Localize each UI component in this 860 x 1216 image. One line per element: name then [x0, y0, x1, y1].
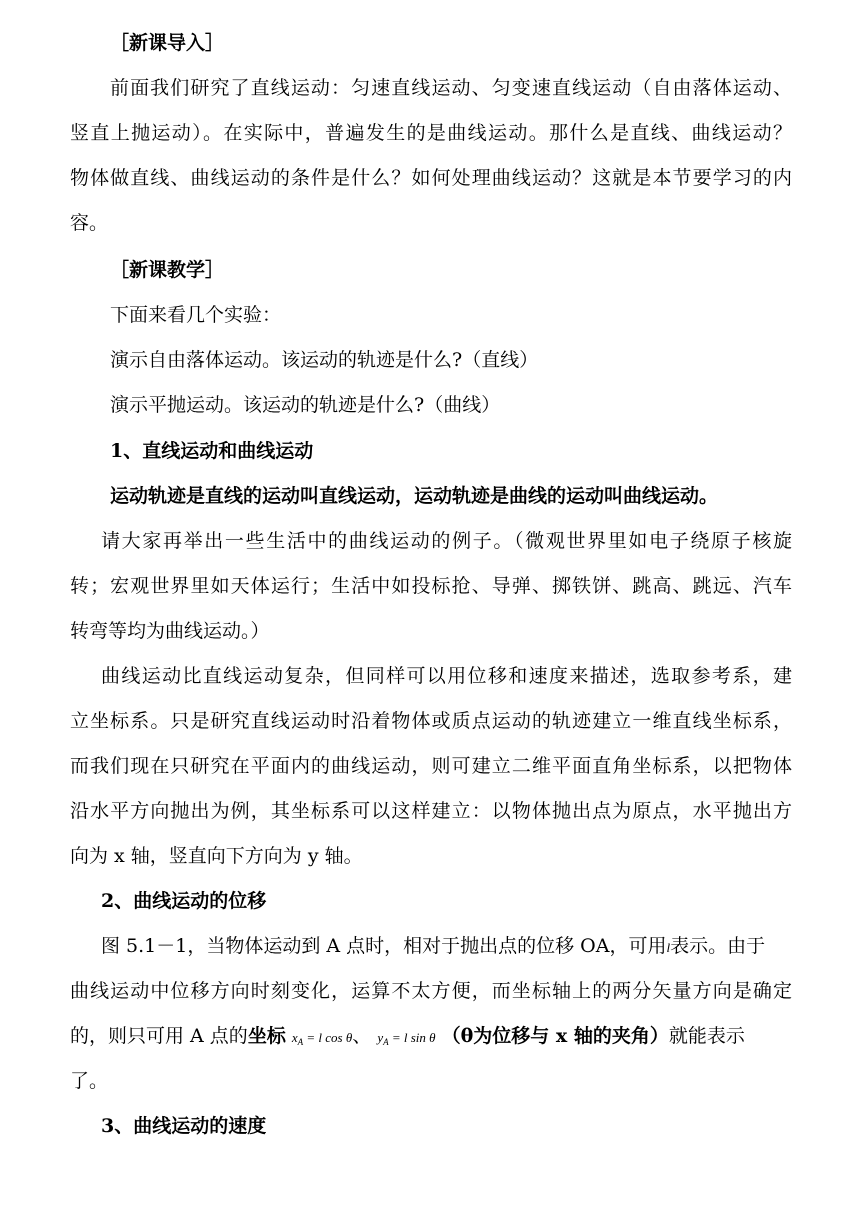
paragraph-line: 容。	[70, 212, 109, 234]
formula-y-var: y	[377, 1030, 384, 1045]
angle-note: （θ为位移与 x 轴的夹角）	[441, 1025, 669, 1047]
paragraph-line: 向为 x 轴，竖直向下方向为 y 轴。	[70, 845, 363, 867]
formula-x-rhs: = l cos θ	[303, 1030, 353, 1045]
paragraph-line: 竖直上抛运动）。在实际中，普遍发生的是曲线运动。那什么是直线、曲线运动？	[70, 122, 792, 144]
subheading-velocity: 3、曲线运动的速度	[101, 1115, 267, 1137]
text-segment: 表示。由于	[670, 935, 766, 957]
text-segment: 图 5.1－1，当物体运动到 A 点时，相对于抛出点的位移 OA，可用	[101, 935, 667, 957]
paragraph-line: 转；宏观世界里如天体运行；生活中如投标抢、导弹、掷铁饼、跳高、跳远、汽车	[70, 575, 792, 597]
definition-text: 运动轨迹是直线的运动叫直线运动，运动轨迹是曲线的运动叫曲线运动。	[110, 485, 719, 507]
paragraph-line	[70, 1023, 792, 1055]
paragraph-line: 下面来看几个实验：	[110, 304, 282, 326]
paragraph-line: 立坐标系。只是研究直线运动时沿着物体或质点运动的轨迹建立一维直线坐标系，	[70, 710, 792, 732]
section-heading-teaching: ［新课教学］	[110, 259, 225, 281]
text-segment: 就能表示	[668, 1025, 745, 1047]
paragraph-line: 了。	[70, 1070, 109, 1092]
formula-x-subscript: A	[297, 1037, 304, 1047]
formula-x-var: x	[291, 1030, 298, 1045]
section-heading-intro: ［新课导入］	[110, 32, 225, 54]
separator: 、	[352, 1025, 372, 1047]
paragraph-line: 曲线运动比直线运动复杂，但同样可以用位移和速度来描述，选取参考系，建	[101, 665, 792, 687]
paragraph-line: 而我们现在只研究在平面内的曲线运动，则可建立二维平面直角坐标系，以把物体	[70, 755, 792, 777]
paragraph-line: 物体做直线、曲线运动的条件是什么？如何处理曲线运动？这就是本节要学习的内	[70, 167, 792, 189]
paragraph-line: 请大家再举出一些生活中的曲线运动的例子。（微观世界里如电子绕原子核旋	[101, 530, 792, 552]
bold-term-coordinate: 坐标	[247, 1025, 286, 1047]
paragraph-line	[101, 933, 792, 961]
subheading-displacement: 2、曲线运动的位移	[101, 890, 267, 912]
formula-y-rhs: = l sin θ	[388, 1030, 436, 1045]
paragraph-line: 前面我们研究了直线运动：匀速直线运动、匀变速直线运动（自由落体运动、	[110, 77, 792, 99]
math-variable-l: l	[666, 940, 671, 955]
formula-x	[292, 1030, 352, 1045]
paragraph-line: 演示平抛运动。该运动的轨迹是什么?（曲线）	[110, 394, 501, 416]
subheading-straight-curved-motion: 1、直线运动和曲线运动	[110, 440, 314, 462]
paragraph-line: 演示自由落体运动。该运动的轨迹是什么?（直线）	[110, 349, 539, 371]
formula-y	[377, 1030, 435, 1045]
paragraph-line: 曲线运动中位移方向时刻变化，运算不太方便，而坐标轴上的两分矢量方向是确定	[70, 980, 792, 1002]
text-segment: 的，则只可用 A 点的	[70, 1025, 248, 1047]
paragraph-line: 转弯等均为曲线运动。）	[70, 620, 270, 642]
formula-y-subscript: A	[383, 1037, 389, 1047]
paragraph-line: 沿水平方向抛出为例，其坐标系可以这样建立：以物体抛出点为原点，水平抛出方	[70, 800, 792, 822]
